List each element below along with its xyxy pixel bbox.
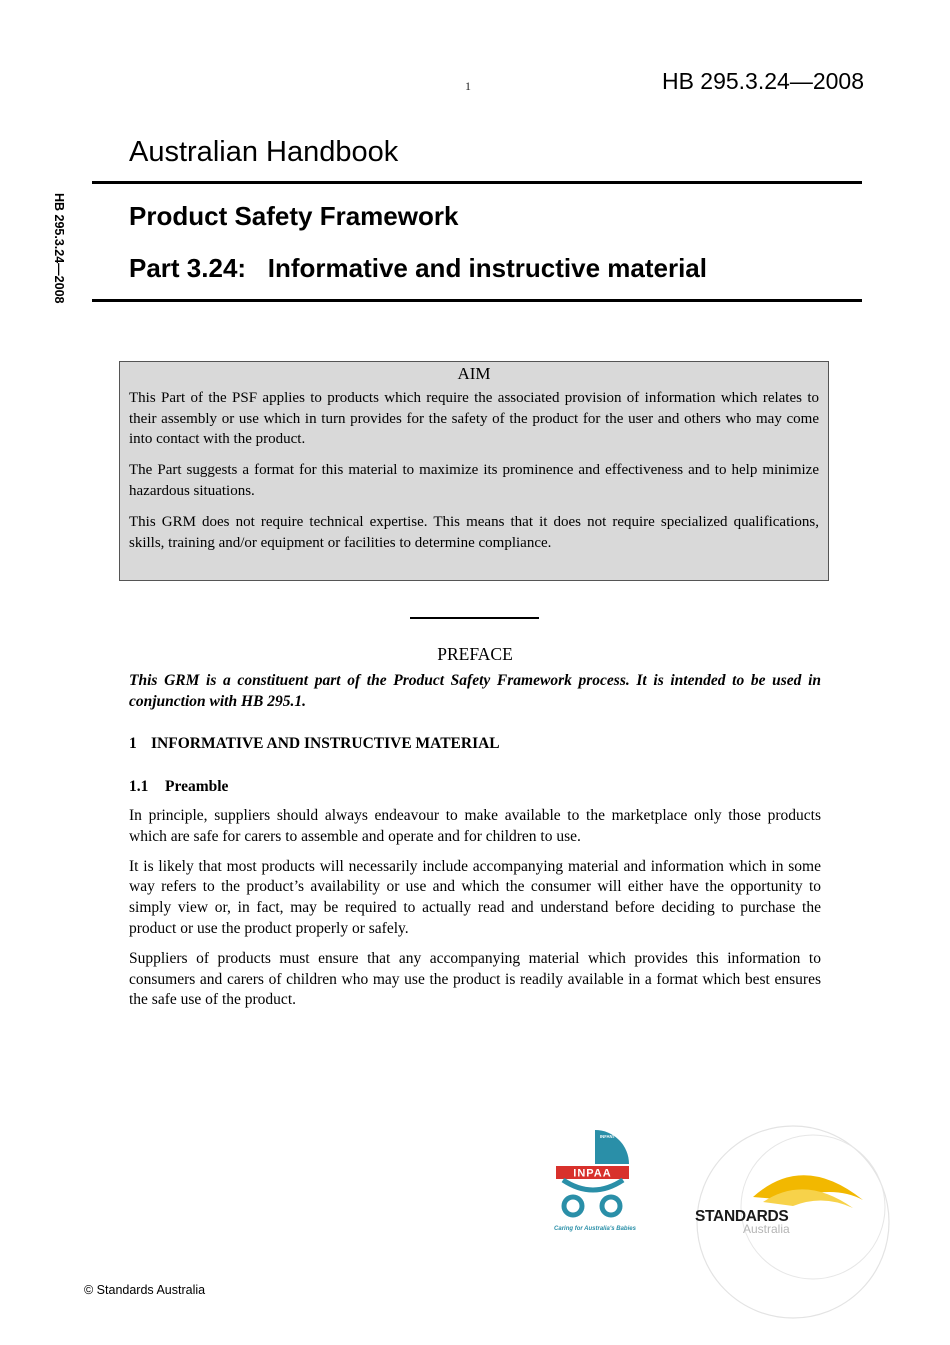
section-title: INFORMATIVE AND INSTRUCTIVE MATERIAL	[151, 735, 500, 753]
handbook-heading: Australian Handbook	[129, 136, 399, 168]
standards-wordmark: STANDARDS	[695, 1208, 789, 1225]
body-paragraph: It is likely that most products will necessarily include accompanying material and information which in some way refers to the product’s availability or use and which the consumer will either have the opportunity to simply view or, in fact, may be required to actually read and understand before deciding to purchase the product or use the product properly or safely.	[129, 857, 821, 937]
standards-australia-logo	[693, 1122, 868, 1297]
body-content	[129, 644, 821, 1020]
inpaa-name: INPAA	[573, 1167, 612, 1180]
preface-text: This GRM is a constituent part of the Product Safety Framework process. It is intended to be used in conjunction with HB 295.1.	[129, 671, 821, 710]
pram-body-icon	[563, 1180, 623, 1190]
title-bottom-rule	[92, 299, 862, 302]
document-code: HB 295.3.24—2008	[661, 68, 864, 94]
side-document-code: HB 295.3.24—2008	[52, 193, 66, 304]
body-paragraph: In principle, suppliers should always endeavour to make available to the marketplace only those products which are safe for carers to assemble and operate and for children to use.	[129, 806, 821, 845]
aim-paragraph: This Part of the PSF applies to products which require the associated provision of information which relates to their assembly or use which in turn provides for the safety of the product for the user and others who may come into contact with the product.	[129, 389, 819, 448]
section-heading	[129, 734, 821, 755]
aim-paragraph: This GRM does not require technical expertise. This means that it does not require specialized qualifications, skills, training and/or equipment or facilities to determine compliance.	[129, 513, 819, 551]
section-number: 1	[129, 735, 137, 753]
section-divider	[410, 617, 539, 619]
title-top-rule	[92, 181, 862, 184]
page-number: 1	[465, 79, 471, 93]
copyright-footer: © Standards Australia	[84, 1283, 206, 1297]
aim-paragraph: The Part suggests a format for this material to maximize its prominence and effectiveness and to help minimize hazardous situations.	[129, 462, 819, 499]
preface-heading: PREFACE	[437, 644, 513, 664]
subsection-number: 1.1	[129, 778, 149, 796]
pram-wheel-icon	[564, 1197, 582, 1215]
document-title: Product Safety Framework	[129, 201, 459, 231]
pram-wheel-icon	[602, 1197, 620, 1215]
inpaa-tagline: Caring for Australia's Babies	[554, 1226, 636, 1232]
subsection-title: Preamble	[165, 778, 229, 796]
document-subtitle: Part 3.24: Informative and instructive material	[129, 253, 707, 283]
aim-heading: AIM	[457, 364, 491, 383]
aim-box	[119, 361, 829, 581]
inpaa-logo	[553, 1128, 728, 1234]
body-paragraph: Suppliers of products must ensure that any accompanying material which provides this information to consumers and carers of children who may use the product is readily available in a format which best ensures the safe use of the product.	[129, 949, 821, 1009]
subsection-heading	[129, 777, 821, 798]
australia-wordmark: Australia	[743, 1222, 790, 1236]
inpaa-ring-text: INFANT & NURSERY PRODUCTS ASSOCIATION OF AUSTRALIA	[600, 1134, 728, 1139]
